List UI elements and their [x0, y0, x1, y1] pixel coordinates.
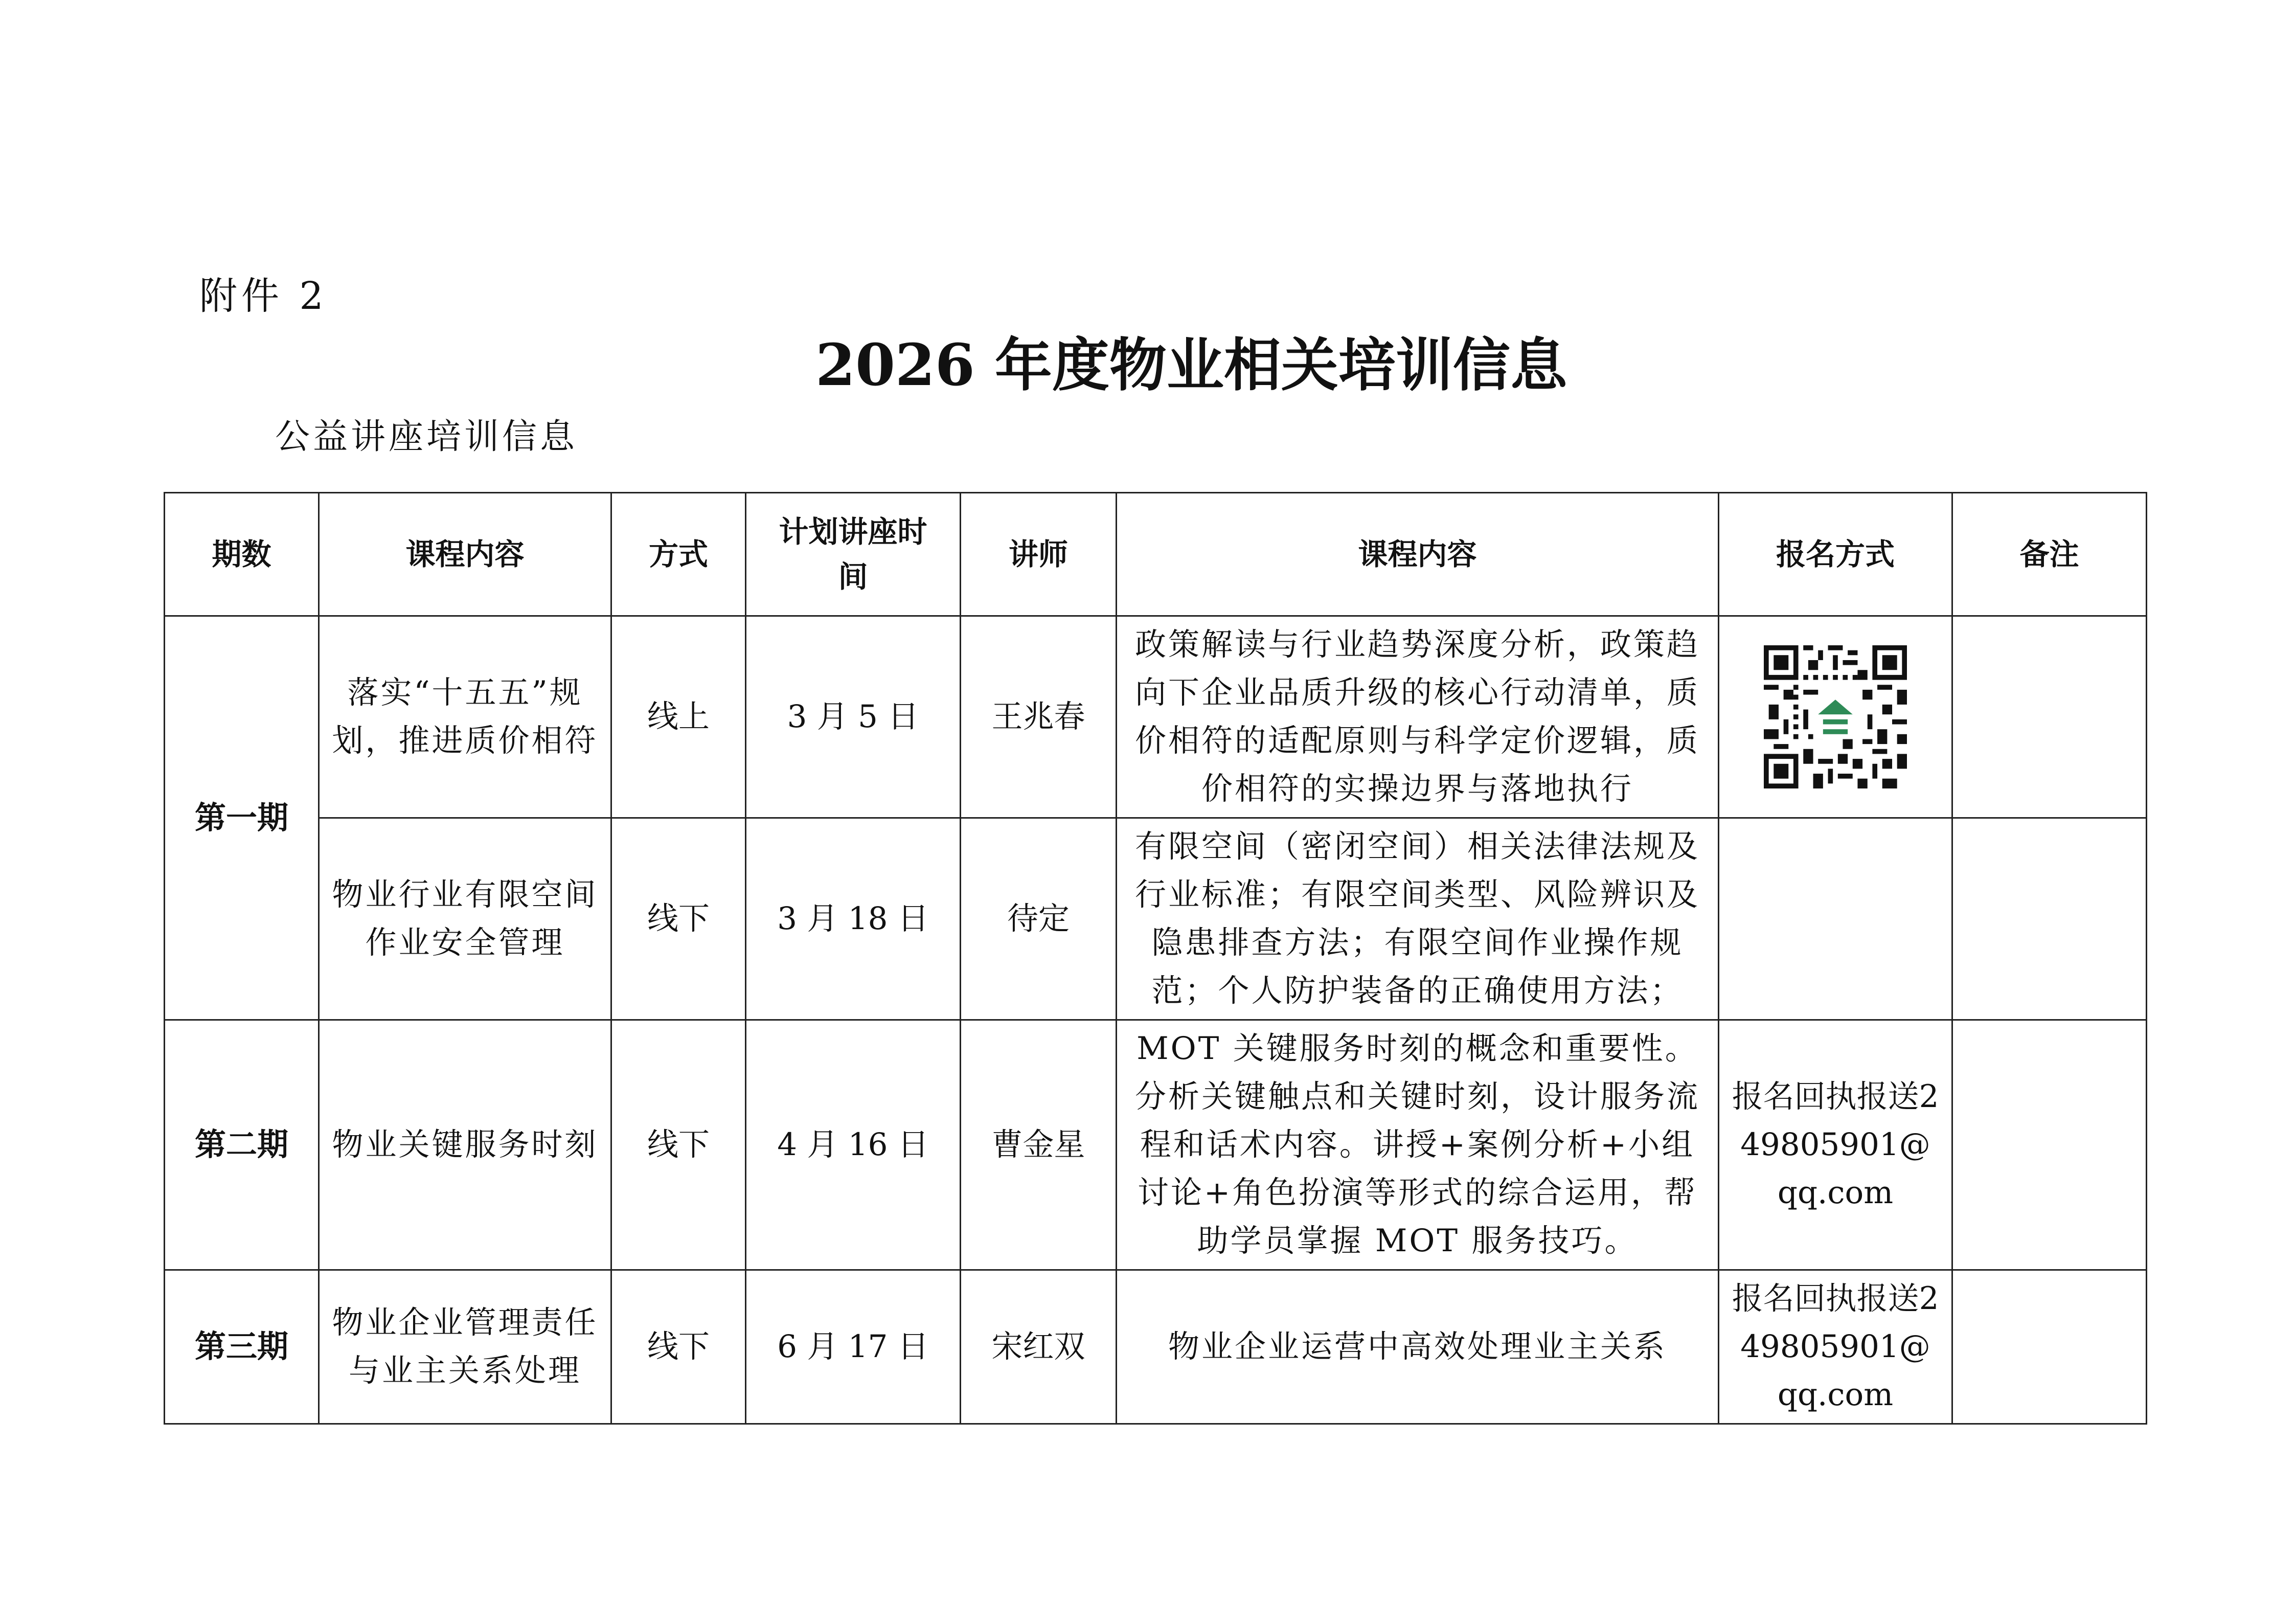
period-cell: 第一期 — [165, 616, 319, 1020]
header-mode: 方式 — [611, 493, 746, 616]
training-schedule-table — [164, 492, 2147, 1425]
header-course-details: 课程内容 — [1117, 493, 1719, 616]
table-row — [165, 1270, 2147, 1424]
section-subtitle: 公益讲座培训信息 — [275, 417, 578, 457]
attachment-label: 附件 2 — [199, 274, 328, 318]
topic-cell: 落实“十五五”规划，推进质价相符 — [319, 616, 611, 818]
note-cell — [1952, 818, 2147, 1020]
note-cell — [1952, 1020, 2147, 1270]
date-cell: 3 月 18 日 — [746, 818, 961, 1020]
date-cell: 4 月 16 日 — [746, 1020, 961, 1270]
details-cell: MOT 关键服务时刻的概念和重要性。分析关键触点和关键时刻，设计服务流程和话术内容。讲授+案例分析+小组讨论+角色扮演等形式的综合运用，帮助学员掌握 MOT 服务技巧。 — [1117, 1020, 1719, 1270]
mode-cell: 线下 — [611, 818, 746, 1020]
note-cell — [1952, 1270, 2147, 1424]
mode-cell: 线下 — [611, 1020, 746, 1270]
date-cell: 6 月 17 日 — [746, 1270, 961, 1424]
details-cell: 物业企业运营中高效处理业主关系 — [1117, 1270, 1719, 1424]
header-period: 期数 — [165, 493, 319, 616]
header-registration: 报名方式 — [1719, 493, 1952, 616]
header-lecturer: 讲师 — [961, 493, 1117, 616]
table-header-row — [165, 493, 2147, 616]
page-title: 2026 年度物业相关培训信息 — [815, 332, 1567, 399]
registration-cell: 报名回执报送249805901@qq.com — [1719, 1270, 1952, 1424]
mode-cell: 线上 — [611, 616, 746, 818]
lecturer-cell: 待定 — [961, 818, 1117, 1020]
mode-cell: 线下 — [611, 1270, 746, 1424]
registration-cell — [1719, 818, 1952, 1020]
details-cell: 政策解读与行业趋势深度分析，政策趋向下企业品质升级的核心行动清单，质价相符的适配原则与科学定价逻辑，质价相符的实操边界与落地执行 — [1117, 616, 1719, 818]
note-cell — [1952, 616, 2147, 818]
registration-cell: 报名回执报送249805901@qq.com — [1719, 1020, 1952, 1270]
table-row — [165, 818, 2147, 1020]
header-note: 备注 — [1952, 493, 2147, 616]
topic-cell: 物业行业有限空间作业安全管理 — [319, 818, 611, 1020]
registration-cell — [1719, 616, 1952, 818]
lecturer-cell: 曹金星 — [961, 1020, 1117, 1270]
topic-cell: 物业关键服务时刻 — [319, 1020, 611, 1270]
details-cell: 有限空间（密闭空间）相关法律法规及行业标准；有限空间类型、风险辨识及隐患排查方法；有限空间作业操作规范；个人防护装备的正确使用方法； — [1117, 818, 1719, 1020]
qr-code-icon[interactable] — [1764, 645, 1907, 788]
lecturer-cell: 宋红双 — [961, 1270, 1117, 1424]
table-row — [165, 1020, 2147, 1270]
lecturer-cell: 王兆春 — [961, 616, 1117, 818]
topic-cell: 物业企业管理责任与业主关系处理 — [319, 1270, 611, 1424]
period-cell: 第三期 — [165, 1270, 319, 1424]
date-cell: 3 月 5 日 — [746, 616, 961, 818]
header-course-topic: 课程内容 — [319, 493, 611, 616]
period-cell: 第二期 — [165, 1020, 319, 1270]
table-row — [165, 616, 2147, 818]
header-planned-time: 计划讲座时间 — [746, 493, 961, 616]
